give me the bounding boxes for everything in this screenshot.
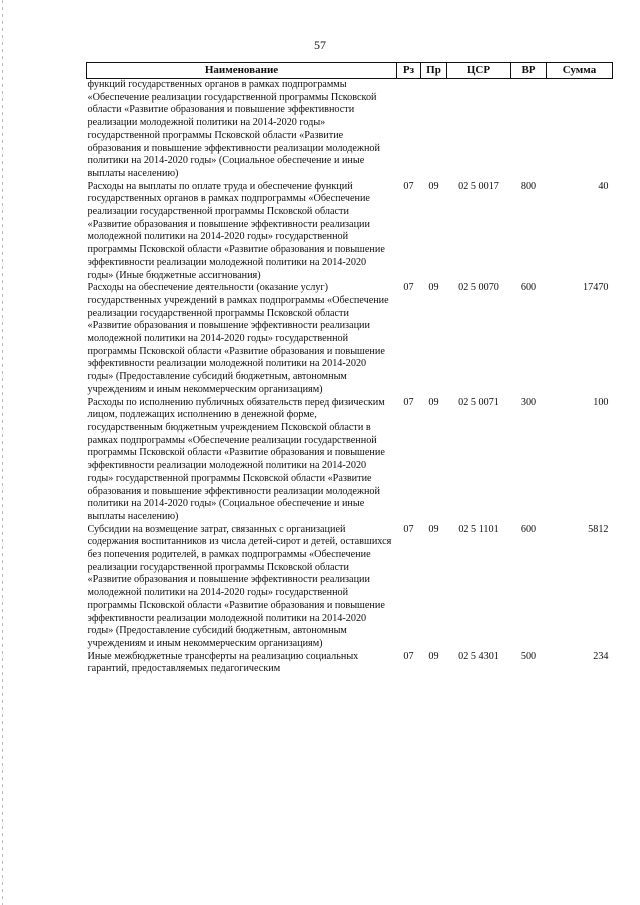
table-row: [87, 397, 613, 524]
scan-margin-line: [2, 0, 3, 905]
row-rz: 07: [403, 180, 414, 192]
budget-table: [86, 62, 613, 676]
row-vr: 500: [520, 650, 537, 662]
row-pr: [421, 79, 447, 181]
row-csr: 02 5 4301: [458, 650, 499, 662]
page-number: 57: [314, 38, 326, 52]
row-vr: 300: [520, 396, 537, 408]
row-sum: [547, 79, 613, 181]
header-name: Наименование: [87, 63, 397, 79]
row-pr: 09: [428, 282, 439, 294]
row-name: Субсидии на возмещение затрат, связанных с организацией содержания воспитанников из числа детей-сирот и детей, оставшихся без попечения родителей, в рамках подпрограммы «Обеспечение реализации государственной программы Псковской области «Развитие образования и повышение эффективности реализации молодежной политики на 2014-2020 годы» государственной программы Псковской области «Развитие образования и повышение эффективности реализации молодежной политики на 2014-2020 годы» (Предоставление субсидий бюджетным, автономным учреждениям и иным некоммерческим организациям): [87, 523, 392, 649]
row-pr: 09: [428, 396, 439, 408]
row-sum: 234: [593, 650, 609, 662]
table-row: [87, 181, 613, 283]
row-sum: 5812: [588, 523, 609, 535]
row-sum: 17470: [583, 282, 609, 294]
row-csr: 02 5 0017: [458, 180, 499, 192]
row-vr: 600: [520, 282, 537, 294]
table-row: [87, 651, 613, 676]
row-vr: 600: [520, 523, 537, 535]
row-vr: 800: [520, 180, 537, 192]
row-rz: 07: [403, 282, 414, 294]
table-row: [87, 79, 613, 181]
row-name: Расходы на обеспечение деятельности (оказание услуг) государственных учреждений в рамках подпрограммы «Обеспечение реализации государственной программы Псковской области «Развитие образования и повышение эффективности реализации молодежной политики на 2014-2020 годы» государственной программы Псковской области «Развитие образования и повышение эффективности реализации молодежной политики на 2014-2020 годы» (Предоставление субсидий бюджетным, автономным учреждениям и иным некоммерческим организациям): [87, 282, 389, 395]
header-csr: ЦСР: [447, 63, 511, 79]
header-rz: Рз: [397, 63, 421, 79]
row-pr: 09: [428, 180, 439, 192]
row-name: Расходы на выплаты по оплате труда и обеспечение функций государственных органов в рамках подпрограммы «Обеспечение реализации государственной программы Псковской области «Развитие образования и повышение эффективности реализации молодежной политики на 2014-2020 годы» государственной программы Псковской области «Развитие образования и повышение эффективности реализации молодежной политики на 2014-2020 годы» (Иные бюджетные ассигнования): [87, 180, 385, 281]
row-csr: 02 5 0071: [458, 396, 499, 408]
header-pr: Пр: [421, 63, 447, 79]
row-name: функций государственных органов в рамках подпрограммы «Обеспечение реализации государственной программы Псковской области «Развитие образования и повышение эффективности реализации молодежной политики на 2014-2020 годы» государственной программы Псковской области «Развитие образования и повышение эффективности реализации молодежной политики на 2014-2020 годы» (Социальное обеспечение и иные выплаты населению): [87, 79, 380, 179]
row-rz: [397, 79, 421, 181]
row-name: Иные межбюджетные трансферты на реализацию социальных гарантий, предоставляемых педагогическим: [87, 650, 359, 675]
row-rz: 07: [403, 396, 414, 408]
row-pr: 09: [428, 523, 439, 535]
row-rz: 07: [403, 650, 414, 662]
row-name: Расходы по исполнению публичных обязательств перед физическим лицом, подлежащих исполнению в денежной форме, государственным бюджетным учреждением Псковской области в рамках подпрограммы «Обеспечение реализации государственной программы Псковской области «Развитие образования и повышение эффективности реализации молодежной политики на 2014-2020 годы» государственной программы Псковской области «Развитие образования и повышение эффективности реализации молодежной политики на 2014-2020 годы» (Социальное обеспечение и иные выплаты населению): [87, 396, 385, 522]
row-vr: [511, 79, 547, 181]
row-csr: 02 5 1101: [458, 523, 499, 535]
row-csr: [447, 79, 511, 181]
table-row: [87, 282, 613, 396]
row-rz: 07: [403, 523, 414, 535]
table-row: [87, 524, 613, 651]
row-sum: 40: [598, 180, 609, 192]
row-pr: 09: [428, 650, 439, 662]
row-csr: 02 5 0070: [458, 282, 499, 294]
table-header-row: [87, 63, 613, 79]
header-sum: Сумма: [547, 63, 613, 79]
row-sum: 100: [593, 396, 609, 408]
header-vr: ВР: [511, 63, 547, 79]
